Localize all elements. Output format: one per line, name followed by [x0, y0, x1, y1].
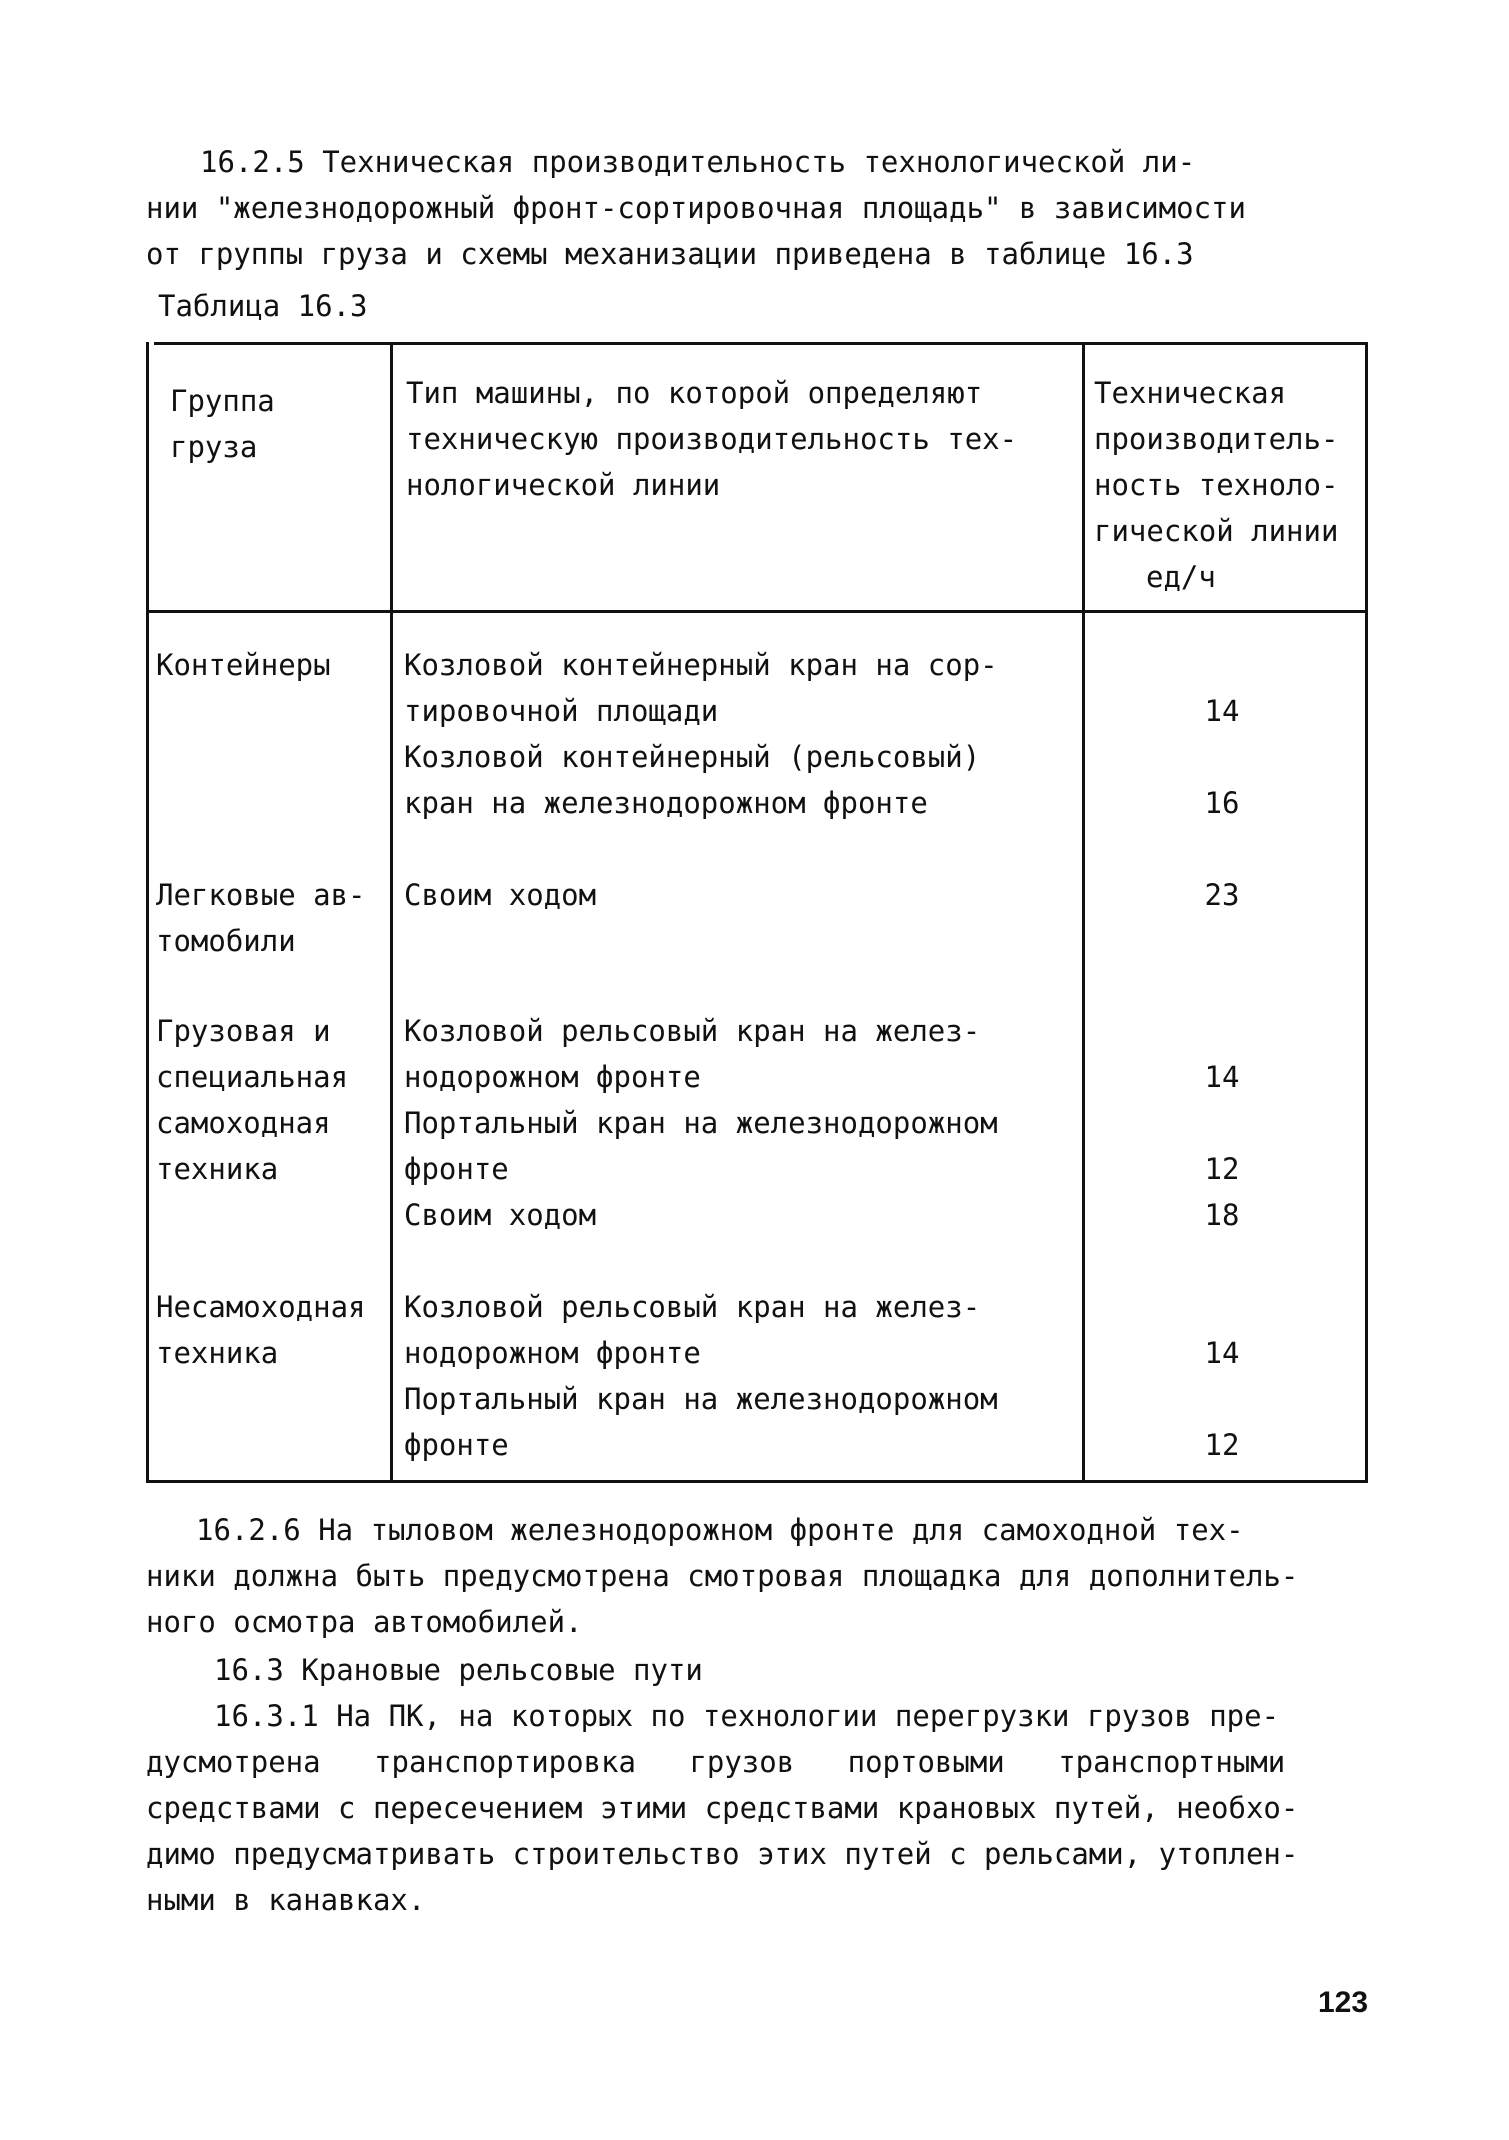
machine-line: Своим ходом: [404, 1198, 597, 1232]
header-group-label: груза: [170, 430, 258, 464]
capacity-value: 18: [1204, 1198, 1240, 1232]
capacity-value: 12: [1204, 1152, 1240, 1186]
machine-line: фронте: [404, 1428, 509, 1462]
paragraph-line: ники должна быть предусмотрена смотровая площадка для дополнитель-: [146, 1559, 1299, 1593]
machine-line: фронте: [404, 1152, 509, 1186]
machine-line: Портальный кран на железнодорожном: [404, 1106, 998, 1140]
group-label: Грузовая и: [156, 1014, 331, 1048]
header-capacity-label: ность техноло-: [1094, 468, 1339, 502]
paragraph-line: дусмотрена транспортировка грузов портовыми транспортными: [146, 1745, 1286, 1779]
machine-line: Козловой рельсовый кран на желез-: [404, 1014, 981, 1048]
header-unit-label: ед/ч: [1146, 560, 1216, 594]
capacity-value: 14: [1204, 694, 1240, 728]
header-group-label: Группа: [170, 384, 275, 418]
paragraph-line: нии "железнодорожный фронт-сортировочная площадь" в зависимости: [146, 191, 1246, 225]
capacity-value: 23: [1204, 878, 1240, 912]
table-border-bottom: [146, 1480, 1368, 1483]
header-capacity-label: гической линии: [1094, 514, 1339, 548]
column-divider-1: [390, 342, 393, 1482]
paragraph-line: 16.2.5 Техническая производительность технологической ли-: [200, 145, 1196, 179]
paragraph-line: ного осмотра автомобилей.: [146, 1605, 583, 1639]
header-capacity-label: Техническая: [1094, 376, 1287, 410]
paragraph-line: средствами с пересечением этими средствами крановых путей, необхо-: [146, 1791, 1299, 1825]
group-label: Контейнеры: [156, 648, 331, 682]
group-label: специальная: [156, 1060, 349, 1094]
page-number: 123: [1318, 1986, 1369, 2019]
capacity-value: 14: [1204, 1060, 1240, 1094]
header-machine-label: нологической линии: [406, 468, 721, 502]
paragraph-line: димо предусматривать строительство этих путей с рельсами, утоплен-: [146, 1837, 1299, 1871]
group-label: техника: [156, 1336, 279, 1370]
group-label: томобили: [156, 924, 296, 958]
machine-line: тировочной площади: [404, 694, 719, 728]
group-label: техника: [156, 1152, 279, 1186]
section-heading-16-3: 16.3 Крановые рельсовые пути: [214, 1653, 703, 1687]
table-border-top: [154, 342, 1368, 345]
machine-line: Портальный кран на железнодорожном: [404, 1382, 998, 1416]
paragraph-line: 16.2.6 На тыловом железнодорожном фронте для самоходной тех-: [196, 1513, 1244, 1547]
header-capacity-label: производитель-: [1094, 422, 1339, 456]
table-16-3: [146, 342, 1368, 1482]
header-machine-label: Тип машины, по которой определяют: [406, 376, 983, 410]
machine-line: Козловой рельсовый кран на желез-: [404, 1290, 981, 1324]
capacity-value: 12: [1204, 1428, 1240, 1462]
machine-line: нодорожном фронте: [404, 1336, 701, 1370]
table-border-left: [146, 342, 149, 1482]
paragraph-line: ными в канавках.: [146, 1883, 426, 1917]
capacity-value: 16: [1204, 786, 1240, 820]
table-caption: Таблица 16.3: [158, 289, 368, 323]
machine-line: кран на железнодорожном фронте: [404, 786, 928, 820]
machine-line: Своим ходом: [404, 878, 597, 912]
table-border-right: [1365, 342, 1368, 1482]
capacity-value: 14: [1204, 1336, 1240, 1370]
column-divider-2: [1082, 342, 1085, 1482]
group-label: самоходная: [156, 1106, 331, 1140]
paragraph-line: 16.3.1 На ПК, на которых по технологии перегрузки грузов пре-: [214, 1699, 1280, 1733]
group-label: Несамоходная: [156, 1290, 366, 1324]
machine-line: Козловой контейнерный кран на сор-: [404, 648, 998, 682]
group-label: Легковые ав-: [156, 878, 366, 912]
paragraph-line: от группы груза и схемы механизации приведена в таблице 16.3: [146, 237, 1194, 271]
machine-line: Козловой контейнерный (рельсовый): [404, 740, 981, 774]
header-separator: [146, 610, 1368, 613]
machine-line: нодорожном фронте: [404, 1060, 701, 1094]
header-machine-label: техническую производительность тех-: [406, 422, 1018, 456]
